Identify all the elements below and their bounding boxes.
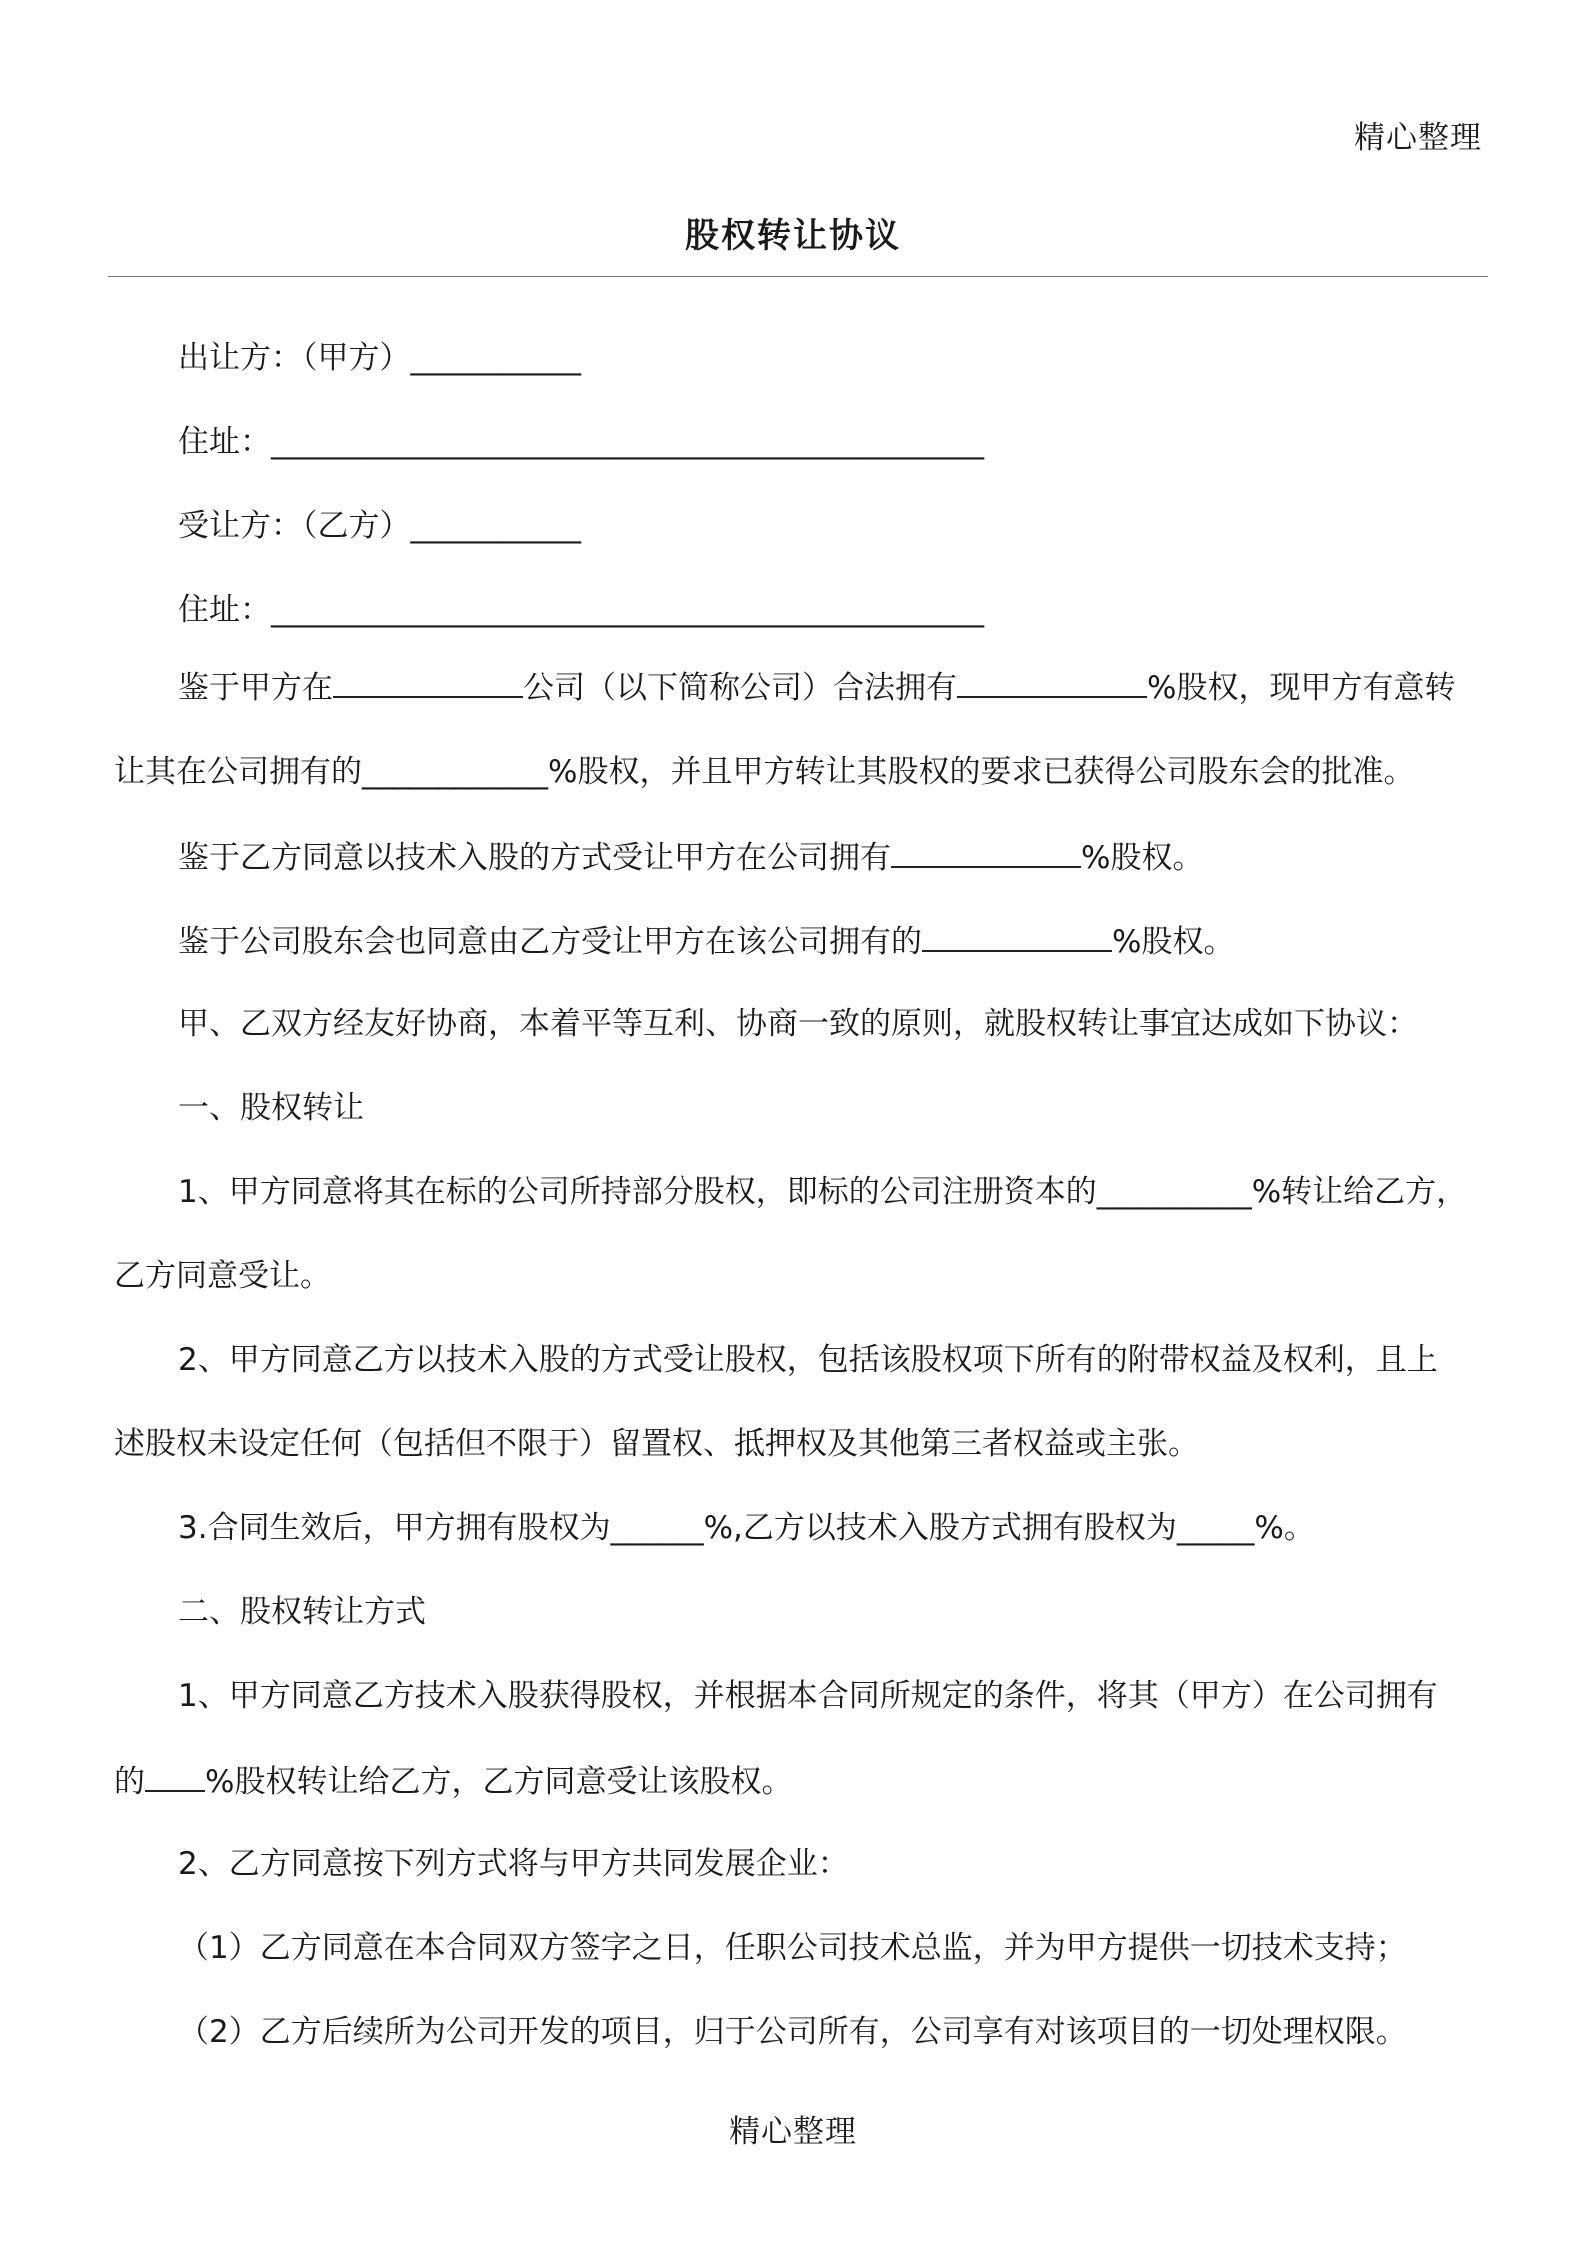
section-1-heading: 一、股权转让 [178, 1090, 364, 1126]
clause-1-2-line-2: 述股权未设定任何（包括但不限于）留置权、抵押权及其他第三者权益或主张。 [114, 1426, 1199, 1462]
recital-1-text-b: 公司（以下简称公司）合法拥有 [523, 670, 957, 706]
recital-2-text-b: %股权。 [1081, 840, 1204, 876]
party-b-address-line: 住址：______________________________________________ [178, 592, 984, 628]
blank-recital-3-share [922, 920, 1112, 952]
clause-1-1-line-1: 1、甲方同意将其在标的公司所持部分股权，即标的公司注册资本的__________%转让给乙方， [178, 1174, 1468, 1210]
blank-transfer-share [145, 1760, 205, 1792]
recital-3-text-a: 鉴于公司股东会也同意由乙方受让甲方在该公司拥有的 [178, 924, 922, 960]
clause-2-1-text-b: %股权转让给乙方，乙方同意受让该股权。 [205, 1764, 793, 1800]
recital-3-text-b: %股权。 [1112, 924, 1235, 960]
recital-1-text-c: %股权，现甲方有意转 [1147, 670, 1456, 706]
recital-1-line-2: 让其在公司拥有的____________%股权，并且甲方转让其股权的要求已获得公司股东会的批准。 [114, 754, 1415, 790]
clause-2-2: 2、乙方同意按下列方式将与甲方共同发展企业： [178, 1846, 849, 1882]
footer-note: 精心整理 [729, 2114, 857, 2150]
recital-1-text-a: 鉴于甲方在 [178, 670, 333, 706]
title-divider [108, 276, 1488, 277]
recital-2-text-a: 鉴于乙方同意以技术入股的方式受让甲方在公司拥有 [178, 840, 891, 876]
clause-1-3: 3.合同生效后，甲方拥有股权为______%,乙方以技术入股方式拥有股权为_____%。 [178, 1510, 1315, 1546]
party-b-line: 受让方：（乙方）___________ [178, 508, 581, 544]
clause-2-1-line-2 [114, 1760, 1484, 1802]
recital-2 [178, 836, 1548, 878]
blank-company-name [333, 666, 523, 698]
clause-2-2-item-2: （2）乙方后续所为公司开发的项目，归于公司所有，公司享有对该项目的一切处理权限。 [178, 2014, 1407, 2050]
party-a-line: 出让方：（甲方）___________ [178, 340, 581, 376]
agreement-intro: 甲、乙双方经友好协商，本着平等互利、协商一致的原则，就股权转让事宜达成如下协议： [178, 1006, 1418, 1042]
document-title: 股权转让协议 [685, 216, 901, 256]
clause-2-2-item-1: （1）乙方同意在本合同双方签字之日，任职公司技术总监，并为甲方提供一切技术支持； [178, 1930, 1407, 1966]
clause-2-1-text-a: 的 [114, 1764, 145, 1800]
header-note: 精心整理 [1354, 120, 1482, 156]
clause-2-1-line-1: 1、甲方同意乙方技术入股获得股权，并根据本合同所规定的条件，将其（甲方）在公司拥有 [178, 1678, 1438, 1714]
clause-1-1-line-2: 乙方同意受让。 [114, 1258, 331, 1294]
recital-3 [178, 920, 1548, 962]
party-a-address-line: 住址：______________________________________________ [178, 424, 984, 460]
section-2-heading: 二、股权转让方式 [178, 1594, 426, 1630]
blank-total-share [957, 666, 1147, 698]
recital-1-line-1 [178, 666, 1548, 708]
blank-recital-2-share [891, 836, 1081, 868]
clause-1-2-line-1: 2、甲方同意乙方以技术入股的方式受让股权，包括该股权项下所有的附带权益及权利，且上 [178, 1342, 1438, 1378]
